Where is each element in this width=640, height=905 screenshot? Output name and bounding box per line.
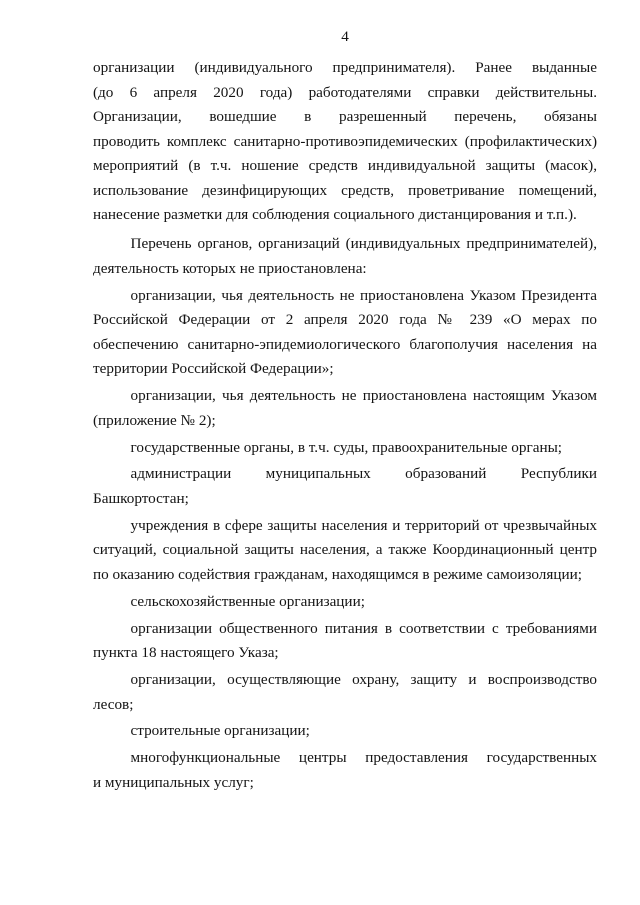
text-line: организации (индивидуального предпринимателя). Ранее выданные [93,59,597,76]
list-item [93,436,597,461]
text-line: администрации муниципальных образований Республики [130,465,597,483]
text-line: (приложение № 2); [93,411,216,429]
text-line: пункта 18 настоящего Указа; [93,644,279,662]
text-line: мероприятий (в т.ч. ношение средств индивидуальной защиты (масок), [93,157,597,175]
paragraph [93,56,597,228]
text-line: проводить комплекс санитарно-противоэпидемических (профилактических) [93,132,597,150]
text-line: организации, чья деятельность не приостановлена Указом Президента [130,286,597,304]
list-item [93,590,597,615]
text-line: нанесение разметки для соблюдения социального дистанцирования и т.п.). [93,206,577,224]
text-line: обеспечению санитарно-эпидемиологического благополучия населения на [93,335,597,353]
text-line: многофункциональные центры предоставления государственных [130,749,597,767]
text-line: использование дезинфицирующих средств, проветривание помещений, [93,181,597,199]
text-line: Башкортостан; [93,489,189,507]
text-line: территории Российской Федерации»; [93,360,334,378]
text-line: Организации, вошедшие в разрешенный перечень, обязаны [93,108,597,126]
document-body [93,56,597,795]
text-line: лесов; [93,695,134,713]
text-line: деятельность которых не приостановлена: [93,259,367,277]
list-heading [93,232,597,281]
text-line: и муниципальных услуг; [93,773,254,791]
list-item [93,746,597,795]
text-line: Перечень органов, организаций (индивидуальных предпринимателей), [130,235,597,253]
text-line: ситуаций, социальной защиты населения, а также Координационный центр [93,541,597,559]
list-item [93,462,597,511]
list-item [93,384,597,433]
text-line: по оказанию содействия гражданам, находящимся в режиме самоизоляции; [93,565,582,583]
list-item [93,719,597,744]
list-item [93,617,597,666]
text-line: государственные органы, в т.ч. суды, правоохранительные органы; [130,438,563,456]
list-item [93,284,597,382]
text-line: строительные организации; [130,722,310,740]
list-item [93,514,597,588]
text-line: организации общественного питания в соответствии с требованиями [130,619,597,637]
text-line: Российской Федерации от 2 апреля 2020 года № 239 «О мерах по [93,311,597,329]
list-item [93,668,597,717]
page-number: 4 [341,27,349,45]
text-line: организации, чья деятельность не приостановлена настоящим Указом [130,387,597,405]
text-line: учреждения в сфере защиты населения и территорий от чрезвычайных [130,516,597,534]
text-line: организации, осуществляющие охрану, защиту и воспроизводство [130,671,597,688]
text-line: (до 6 апреля 2020 года) работодателями справки действительны. [93,83,597,101]
text-line: сельскохозяйственные организации; [130,592,365,610]
